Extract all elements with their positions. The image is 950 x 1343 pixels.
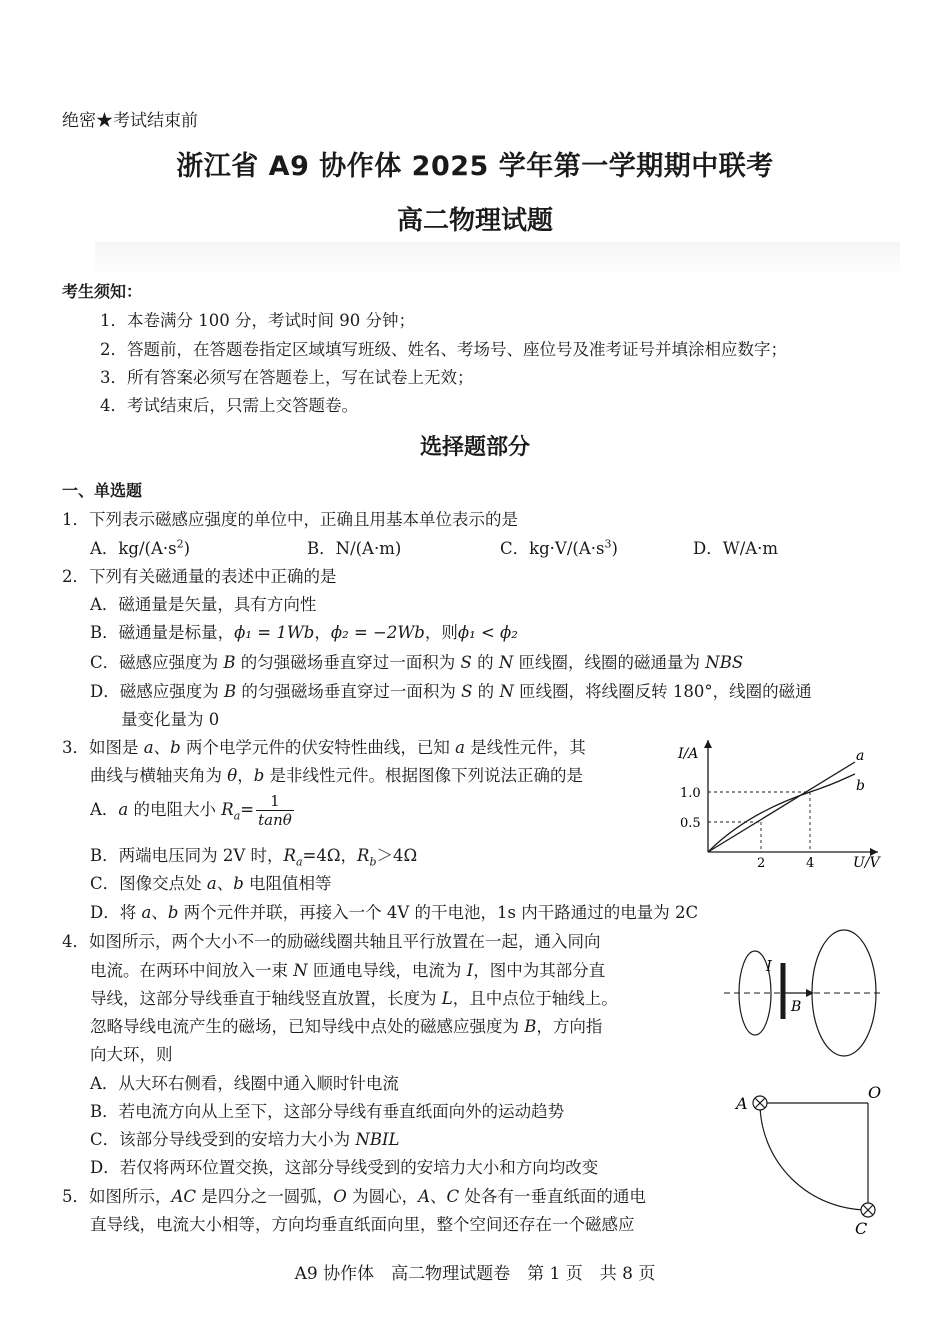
question-2-option-c: C．磁感应强度为 B 的匀强磁场垂直穿过一面积为 S 的 N 匝线圈，线圈的磁通量为 NBS [90, 653, 744, 672]
question-1-option-c: C．$kg\cdot V/(A\cdot s^3)$ [500, 537, 618, 558]
page-footer: A9 协作体 高二物理试题卷 第 1 页 共 8 页 [294, 1264, 656, 1284]
x-tick-label: 4 [806, 856, 815, 871]
question-2-stem: 2．下列有关磁通量的表述中正确的是 [62, 567, 337, 586]
notice-item: 2．答题前，在答题卷指定区域填写班级、姓名、考场号、座位号及准考证号并填涂相应数字； [100, 340, 787, 359]
iv-characteristic-figure [670, 730, 885, 880]
notice-item: 1．本卷满分 100 分，考试时间 90 分钟； [100, 311, 415, 330]
question-2-option-b: B．磁通量是标量，ϕ₁ = 1Wb，ϕ₂ = −2Wb，则ϕ₁ < ϕ₂ [90, 623, 518, 642]
question-4-stem-line5: 向大环，则 [90, 1045, 173, 1064]
current-label: I [766, 957, 772, 975]
question-5-stem-line2: 直导线，电流大小相等，方向均垂直纸面向里，整个空间还存在一个磁感应 [90, 1215, 635, 1234]
point-o-label: O [868, 1083, 882, 1102]
field-label: B [791, 999, 802, 1015]
quarter-arc-figure [730, 1080, 895, 1240]
question-4-stem-line1: 4．如图所示，两个大小不一的励磁线圈共轴且平行放置在一起，通入同向 [62, 932, 601, 951]
question-3-stem-line2: 曲线与横轴夹角为 θ，b 是非线性元件。根据图像下列说法正确的是 [90, 766, 583, 785]
question-3-option-b: B．两端电压同为 2V 时，$R_a=4\Omega$，$R_b>4\Omega$ [90, 846, 418, 869]
coil-figure [722, 925, 887, 1065]
x-tick-label: 2 [757, 856, 766, 871]
curve-b [708, 774, 855, 852]
question-4-option-c: C．该部分导线受到的安培力大小为 NBIL [90, 1130, 400, 1149]
question-3-option-d: D．将 a、b 两个元件并联，再接入一个 4V 的干电池，1s 内干路通过的电量为 2C [90, 903, 699, 922]
question-1-option-b: B．N/(A·m) [307, 539, 402, 558]
question-3-option-c: C．图像交点处 a、b 电阻值相等 [90, 874, 332, 893]
question-3-option-a: A．a 的电阻大小 $R_a=$ $\frac{1}{\tan\theta}$ [90, 792, 292, 829]
curve-b-label: b [856, 778, 865, 794]
x-axis-label: U/V [853, 855, 880, 871]
question-2-option-a: A．磁通量是矢量，具有方向性 [90, 595, 317, 614]
question-1-option-a: A．$kg/(A\cdot s^2)$ [90, 537, 191, 558]
exam-subtitle: 高二物理试题 [396, 206, 553, 236]
notice-heading: 考生须知： [62, 282, 143, 301]
question-4-stem-line2: 电流。在两环中间放入一束 N 匝通电导线，电流为 I，图中为其部分直 [90, 961, 606, 980]
wire-c-into-page-icon [861, 1203, 875, 1217]
point-c-label: C [855, 1219, 868, 1238]
curve-a [708, 762, 855, 852]
question-2-option-d-cont: 量变化量为 0 [121, 710, 220, 729]
title-shade [95, 242, 900, 272]
wire-a-into-page-icon [753, 1096, 767, 1110]
confidential-label: 绝密★考试结束前 [62, 111, 198, 131]
section-title: 选择题部分 [419, 435, 530, 460]
question-2-option-d: D．磁感应强度为 B 的匀强磁场垂直穿过一面积为 S 的 N 匝线圈，将线圈反转 180°，线圈的磁通 [90, 682, 812, 701]
question-3-stem-line1: 3．如图是 a、b 两个电学元件的伏安特性曲线，已知 a 是线性元件，其 [62, 738, 586, 757]
curve-a-label: a [856, 748, 865, 764]
part-title: 一、单选题 [62, 481, 143, 500]
y-axis-label: I/A [678, 746, 699, 762]
question-1-stem: 1．下列表示磁感应强度的单位中，正确且用基本单位表示的是 [62, 510, 518, 529]
question-4-option-a: A．从大环右侧看，线圈中通入顺时针电流 [90, 1074, 399, 1093]
exam-title: 浙江省 A9 协作体 2025 学年第一学期期中联考 [176, 151, 774, 182]
question-4-stem-line3: 导线，这部分导线垂直于轴线竖直放置，长度为 L，且中点位于轴线上。 [90, 989, 618, 1008]
b-field-arrowhead [806, 989, 814, 997]
notice-item: 4．考试结束后，只需上交答题卷。 [100, 396, 358, 415]
question-4-option-b: B．若电流方向从上至下，这部分导线有垂直纸面向外的运动趋势 [90, 1102, 565, 1121]
y-tick-label: 0.5 [680, 816, 701, 831]
y-axis-arrow [704, 740, 712, 748]
question-4-stem-line4: 忽略导线电流产生的磁场，已知导线中点处的磁感应强度为 B，方向指 [90, 1017, 603, 1036]
question-4-option-d: D．若仅将两环位置交换，这部分导线受到的安培力大小和方向均改变 [90, 1158, 599, 1177]
arc-ac [760, 1103, 868, 1210]
notice-item: 3．所有答案必须写在答题卷上，写在试卷上无效； [100, 368, 474, 387]
point-a-label: A [736, 1094, 748, 1113]
y-tick-label: 1.0 [680, 786, 701, 801]
question-1-option-d: D．W/A·m [693, 539, 779, 558]
question-5-stem-line1: 5．如图所示，AC 是四分之一圆弧，O 为圆心，A、C 处各有一垂直纸面的通电 [62, 1187, 646, 1206]
